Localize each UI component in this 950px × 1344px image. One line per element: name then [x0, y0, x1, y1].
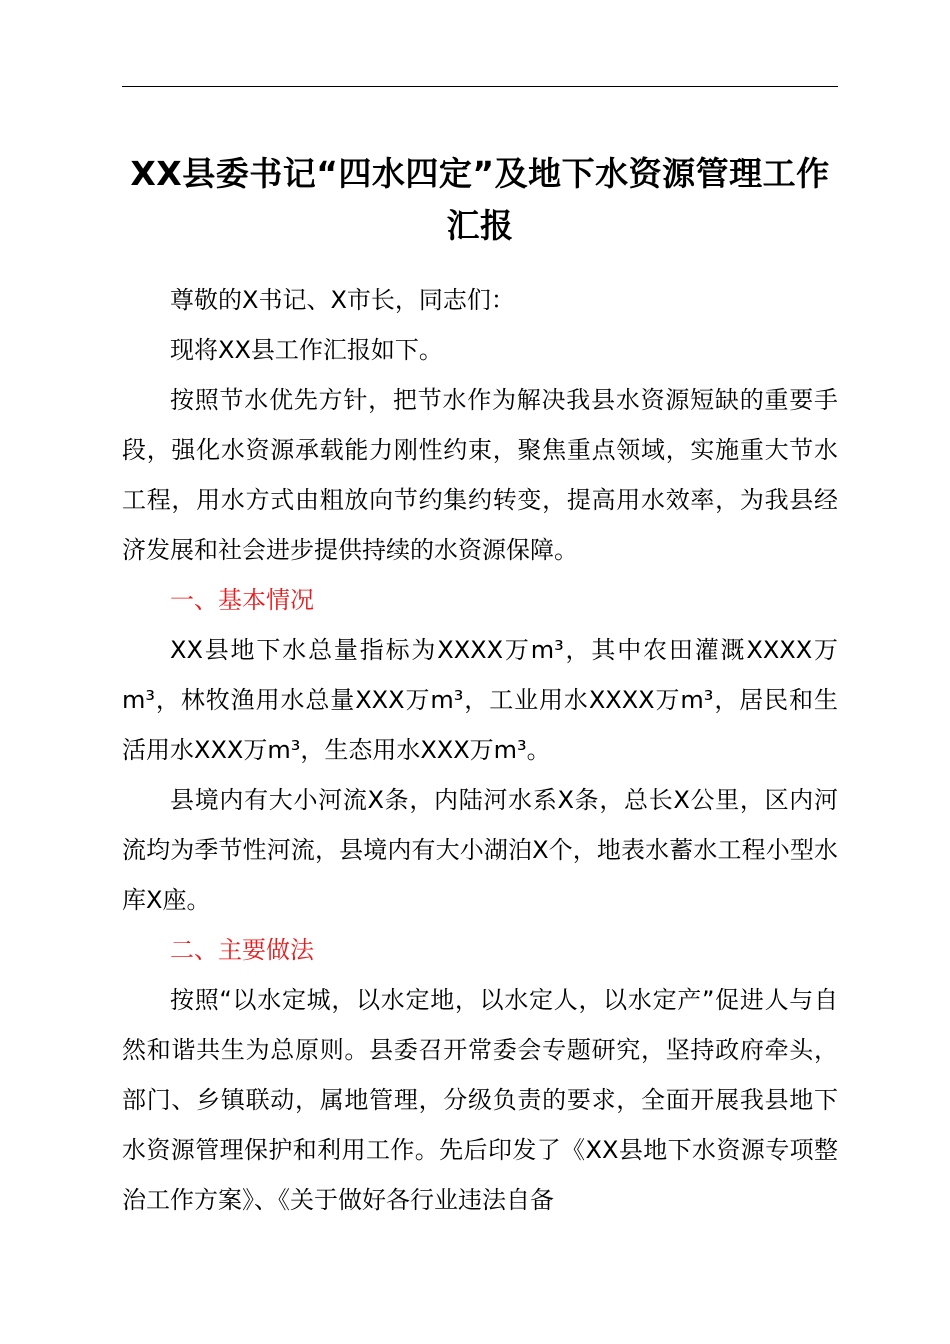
- document-title: XX县委书记“四水四定”及地下水资源管理工作汇报: [130, 154, 830, 245]
- document-body: [122, 275, 838, 1225]
- groundwater-quota-paragraph: XX县地下水总量指标为XXXX万m³，其中农田灌溉XXXX万m³，林牧渔用水总量XXX万m³，工业用水XXXX万m³，居民和生活用水XXX万m³，生态用水XXX万m³。: [122, 636, 838, 764]
- overview-paragraph: 按照节水优先方针，把节水作为解决我县水资源短缺的重要手段，强化水资源承载能力刚性约束，聚焦重点领域，实施重大节水工程，用水方式由粗放向节约集约转变，提高用水效率，为我县经济发展和社会进步提供持续的水资源保障。: [122, 386, 838, 564]
- section-heading-main-practices: 二、主要做法: [170, 936, 314, 964]
- section-heading-basic-situation: 一、基本情况: [170, 586, 314, 614]
- salutation: 尊敬的X书记、X市长，同志们：: [170, 286, 515, 314]
- rivers-paragraph: 县境内有大小河流X条，内陆河水系X条，总长X公里，区内河流均为季节性河流，县境内有大小湖泊X个，地表水蓄水工程小型水库X座。: [122, 786, 838, 914]
- header-rule: [122, 86, 838, 87]
- intro-paragraph: 现将XX县工作汇报如下。: [170, 336, 443, 364]
- principles-paragraph: 按照“以水定城，以水定地，以水定人，以水定产”促进人与自然和谐共生为总原则。县委召开常委会专题研究，坚持政府牵头，部门、乡镇联动，属地管理，分级负责的要求，全面开展我县地下水资源管理保护和利用工作。先后印发了《XX县地下水资源专项整治工作方案》、《关于做好各行业违法自备: [122, 986, 838, 1214]
